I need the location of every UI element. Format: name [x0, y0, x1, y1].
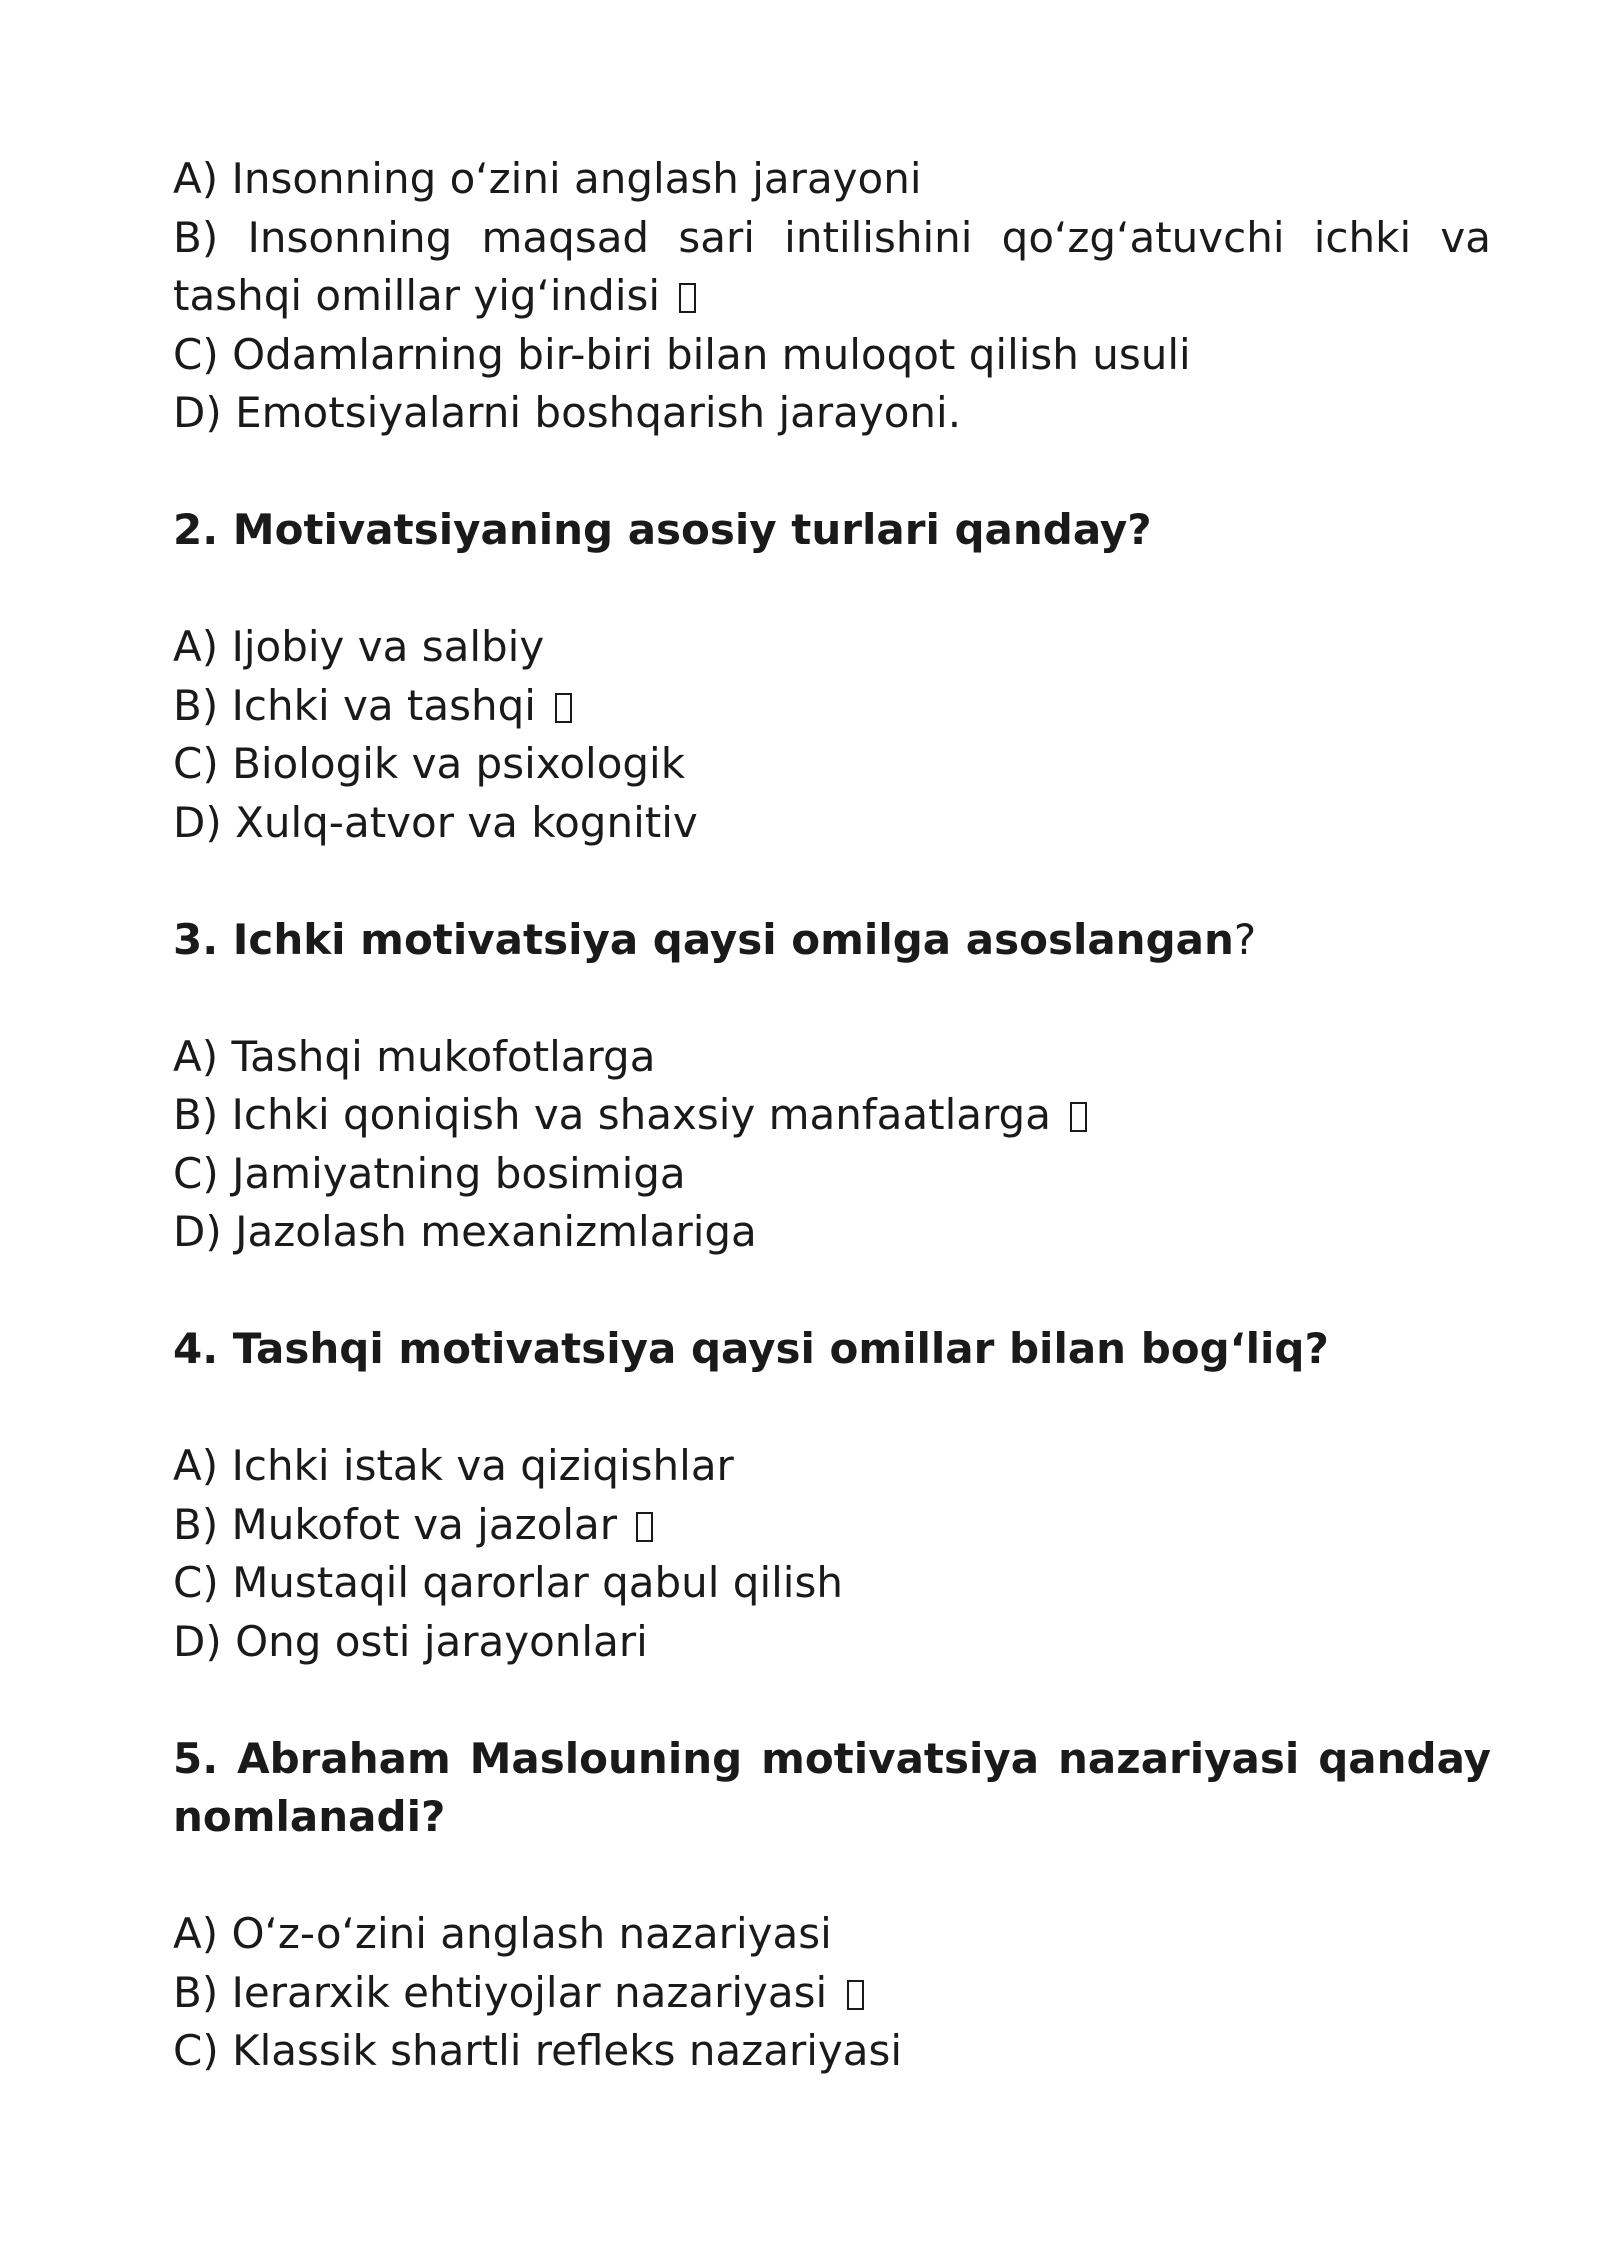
question-2	[173, 501, 1491, 852]
option-3d: D) Jazolash mexanizmlariga	[173, 1207, 757, 1256]
option-4b: B) Mukofot va jazolar	[173, 1496, 1491, 1555]
option-4a: A) Ichki istak va qiziqishlar	[173, 1441, 734, 1490]
option-2b: B) Ichki va tashqi	[173, 677, 1491, 736]
option-3b: B) Ichki qoniqish va shaxsiy manfaatlarga	[173, 1086, 1491, 1145]
option-5c: C) Klassik shartli refleks nazariyasi	[173, 2026, 903, 2075]
answer-marker-icon	[1070, 1102, 1087, 1132]
answer-marker-icon	[636, 1512, 653, 1542]
option-4d: D) Ong osti jarayonlari	[173, 1616, 648, 1666]
question-5	[173, 1730, 1491, 2081]
option-5a: A) O‘z-o‘zini anglash nazariyasi	[173, 1909, 832, 1958]
question-2-title: 2. Motivatsiyaning asosiy turlari qanday?	[173, 505, 1152, 554]
answer-marker-icon	[555, 693, 572, 723]
option-2d: D) Xulq-atvor va kognitiv	[173, 797, 698, 847]
question-3-title-tail: ?	[1233, 914, 1257, 964]
option-2c: C) Biologik va psixologik	[173, 739, 686, 788]
option-3c: C) Jamiyatning bosimiga	[173, 1148, 686, 1198]
option-5b: B) Ierarxik ehtiyojlar nazariyasi	[173, 1964, 1491, 2023]
option-4c: C) Mustaqil qarorlar qabul qilish	[173, 1558, 843, 1607]
quiz-page	[173, 150, 1491, 2081]
option-1b: B) Insonning maqsad sari intilishini qo‘zg‘atuvchi ichki va tashqi omillar yig‘indisi	[173, 212, 1491, 320]
option-1a: A) Insonning o‘zini anglash jarayoni	[173, 154, 922, 203]
question-5-title: 5. Abraham Maslouning motivatsiya nazariyasi qanday nomlanadi?	[173, 1733, 1491, 1841]
option-1d: D) Emotsiyalarni boshqarish jarayoni.	[173, 388, 962, 437]
question-4	[173, 1320, 1491, 1671]
answer-marker-icon	[847, 1980, 864, 2010]
option-3a: A) Tashqi mukofotlarga	[173, 1031, 656, 1081]
option-1c: C) Odamlarning bir-biri bilan muloqot qilish usuli	[173, 329, 1191, 379]
answer-marker-icon	[679, 283, 696, 313]
question-4-title: 4. Tashqi motivatsiya qaysi omillar bilan bog‘liq?	[173, 1324, 1329, 1373]
question-3-title: 3. Ichki motivatsiya qaysi omilga asoslangan?	[173, 914, 1257, 964]
option-2a: A) Ijobiy va salbiy	[173, 622, 545, 671]
question-3	[173, 911, 1491, 1262]
question-1-options	[173, 150, 1491, 443]
